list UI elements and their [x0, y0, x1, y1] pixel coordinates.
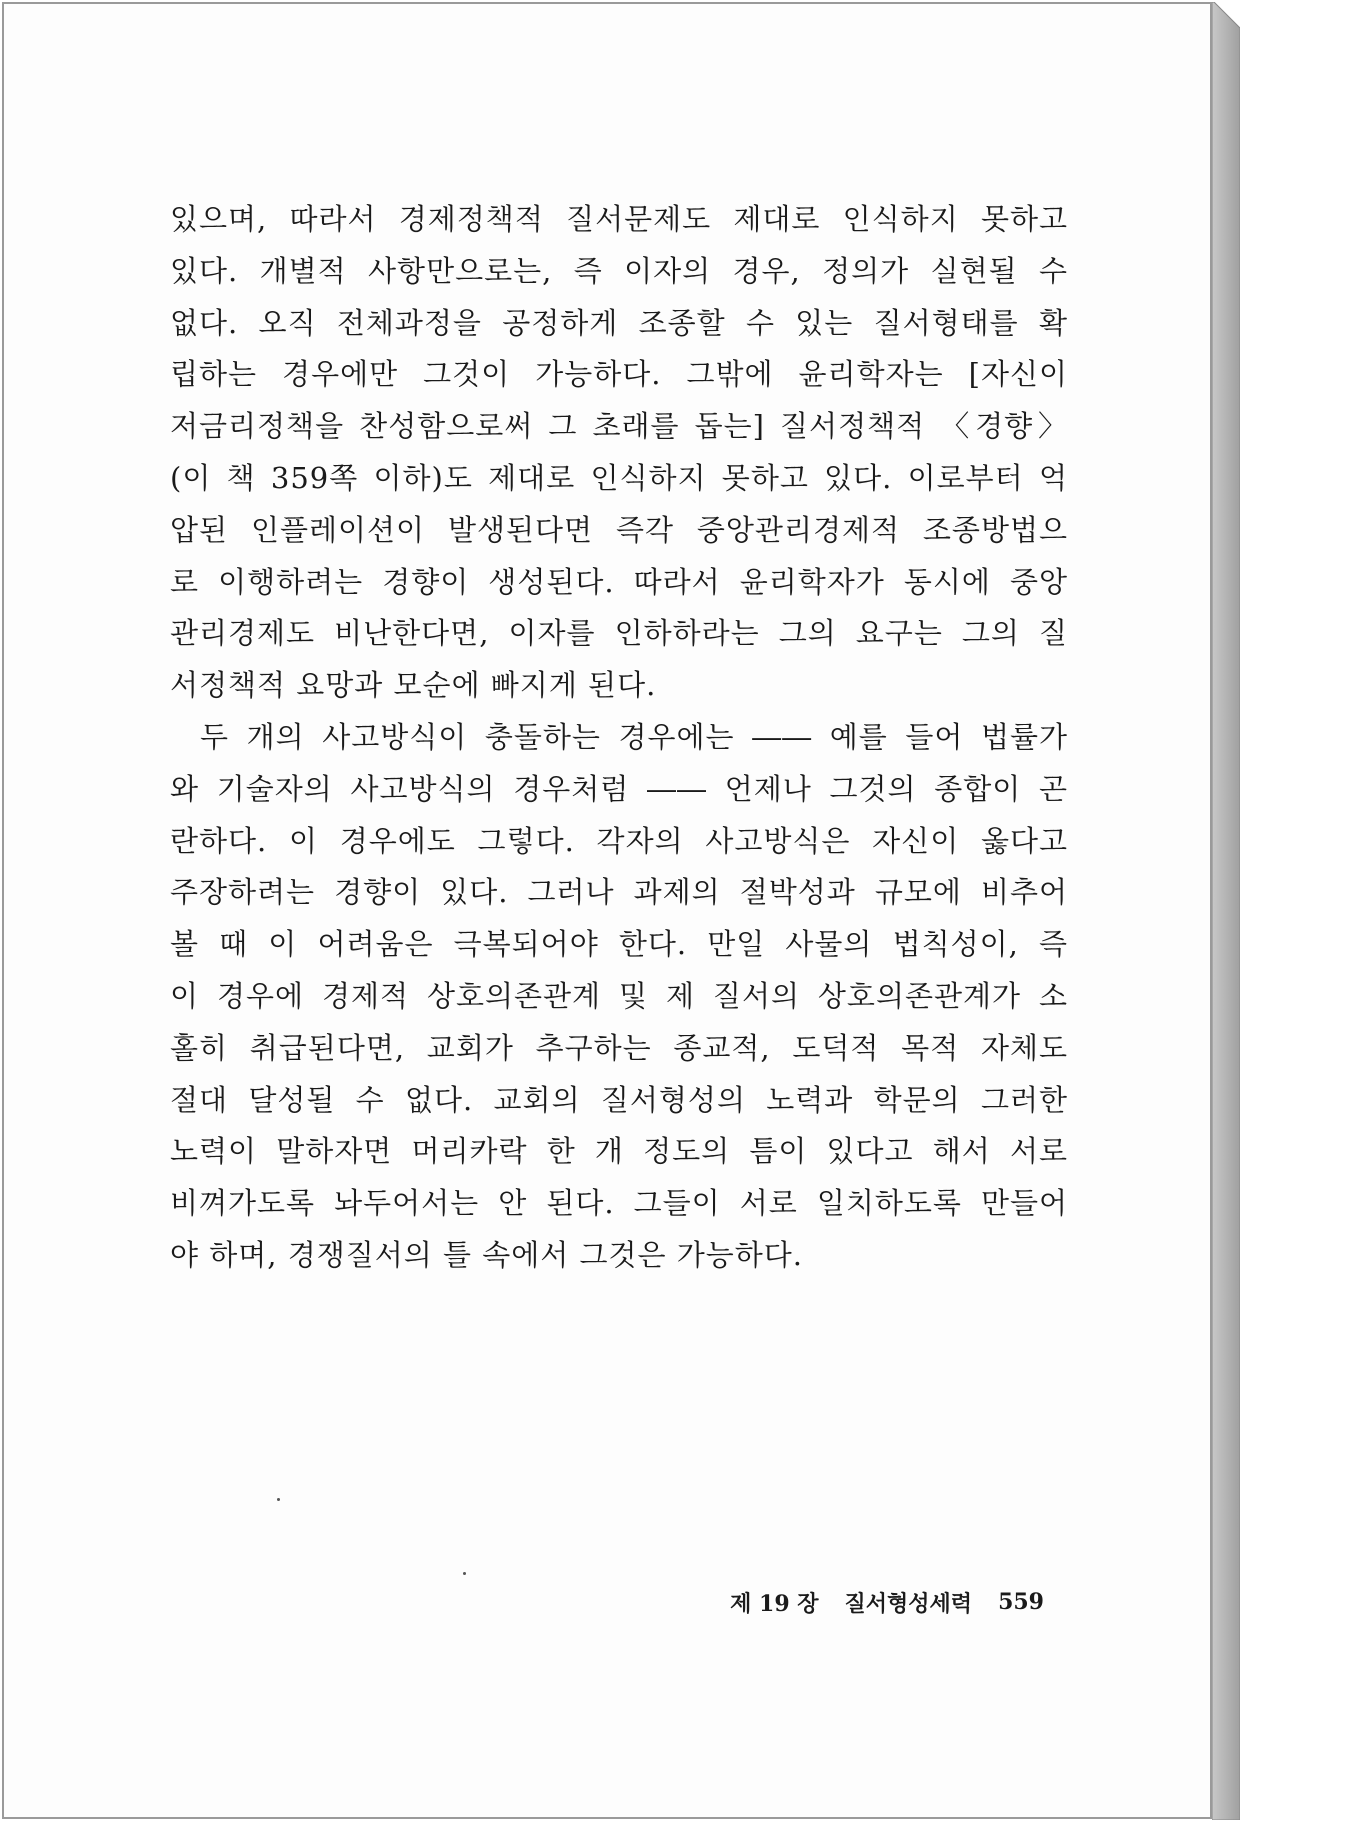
page-footer — [704, 1584, 1044, 1620]
text-line: 관리경제도 비난한다면, 이자를 인하하라는 그의 요구는 그의 질 — [170, 616, 1068, 651]
text-line: 이 경우에 경제적 상호의존관계 및 제 질서의 상호의존관계가 소 — [170, 978, 1068, 1013]
text-line: 두 개의 사고방식이 충돌하는 경우에는 ―― 예를 들어 법률가 — [200, 719, 1068, 754]
text-line: 볼 때 이 어려움은 극복되어야 한다. 만일 사물의 법칙성이, 즉 — [170, 927, 1068, 962]
text-line: 있으며, 따라서 경제정책적 질서문제도 제대로 인식하지 못하고 — [170, 202, 1068, 236]
text-line: 없다. 오직 전체과정을 공정하게 조종할 수 있는 질서형태를 확 — [170, 305, 1068, 340]
scan-speck — [463, 1572, 466, 1575]
text-line: 와 기술자의 사고방식의 경우처럼 ―― 언제나 그것의 종합이 곤 — [170, 771, 1068, 806]
text-line: 있다. 개별적 사항만으로는, 즉 이자의 경우, 정의가 실현될 수 — [170, 253, 1068, 288]
chapter-title: 질서형성세력 — [844, 1590, 973, 1617]
text-line: 란하다. 이 경우에도 그렇다. 각자의 사고방식은 자신이 옳다고 — [170, 823, 1068, 858]
page-number: 559 — [998, 1589, 1044, 1615]
text-line: 절대 달성될 수 없다. 교회의 질서형성의 노력과 학문의 그러한 — [170, 1082, 1068, 1117]
text-line: 로 이행하려는 경향이 생성된다. 따라서 윤리학자가 동시에 중앙 — [170, 564, 1068, 599]
text-line: 저금리정책을 찬성함으로써 그 초래를 돕는] 질서정책적 〈경향〉 — [170, 409, 1068, 444]
text-line: 주장하려는 경향이 있다. 그러나 과제의 절박성과 규모에 비추어 — [170, 875, 1068, 910]
text-line: 노력이 말하자면 머리카락 한 개 정도의 틈이 있다고 해서 서로 — [170, 1134, 1068, 1169]
text-line: 립하는 경우에만 그것이 가능하다. 그밖에 윤리학자는 [자신이 — [170, 357, 1068, 392]
text-line: 홀히 취급된다면, 교회가 추구하는 종교적, 도덕적 목적 자체도 — [170, 1030, 1068, 1065]
text-line: 야 하며, 경쟁질서의 틀 속에서 그것은 가능하다. — [170, 1237, 804, 1272]
text-line: (이 책 359쪽 이하)도 제대로 인식하지 못하고 있다. 이로부터 억 — [170, 460, 1068, 495]
paragraph-1 — [170, 194, 1068, 712]
page-edge-shadow — [1212, 2, 1240, 1820]
scan-speck — [277, 1498, 280, 1501]
text-line: 서정책적 요망과 모순에 빠지게 된다. — [170, 668, 657, 703]
book-page — [2, 2, 1212, 1819]
chapter-number: 제 19 장 — [730, 1590, 819, 1617]
body-text — [170, 194, 1068, 1282]
paragraph-2 — [170, 712, 1068, 1282]
text-line: 비껴가도록 놔두어서는 안 된다. 그들이 서로 일치하도록 만들어 — [170, 1186, 1068, 1221]
text-line: 압된 인플레이션이 발생된다면 즉각 중앙관리경제적 조종방법으 — [170, 512, 1068, 547]
